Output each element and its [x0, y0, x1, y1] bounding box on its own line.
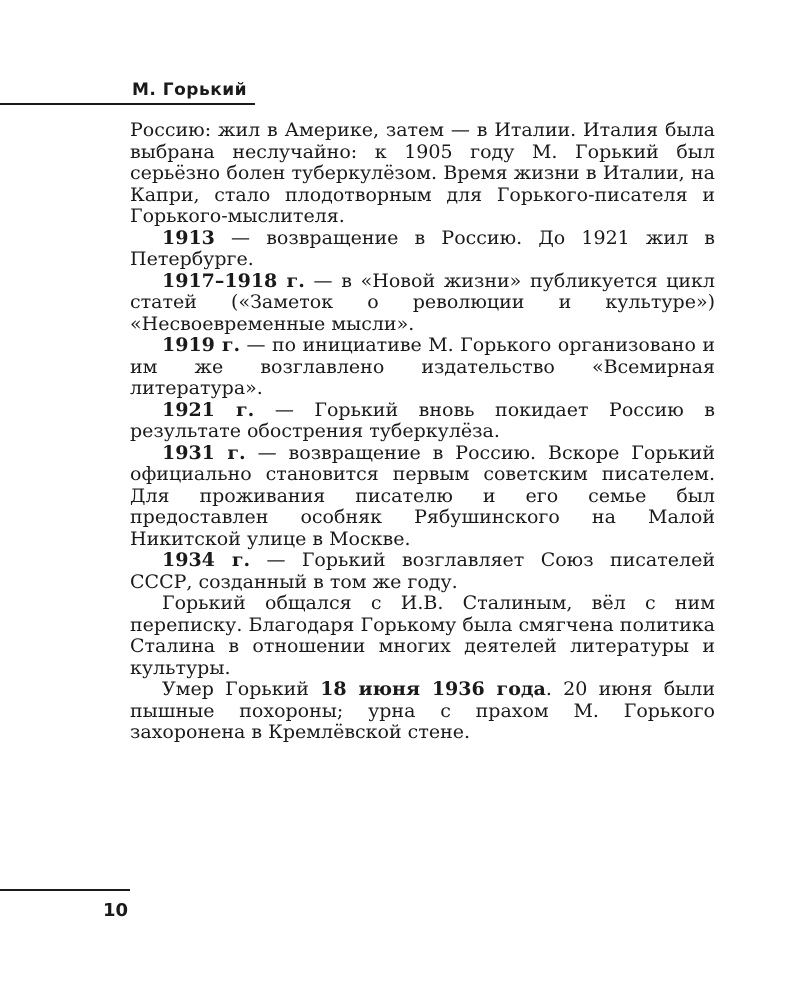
header-rule [0, 103, 255, 105]
paragraph-1913 [130, 228, 715, 271]
paragraph-1917 [130, 271, 715, 336]
paragraph-italy: Россию: жил в Америке, затем — в Италии. Италия была выбрана неслучайно: к 1905 году М. Горький был серьёзно болен туберкулёзом. Время жизни в Италии, на Капри, стало плодотворным для Горького-писателя и Горького-мыслителя. [130, 119, 715, 227]
date-1931: 1931 г. [162, 441, 246, 464]
paragraph-stalin: Горький общался с И.В. Сталиным, вёл с ним переписку. Благодаря Горькому была смягчена политика Сталина в отношении многих деятелей литературы и культуры. [130, 592, 715, 679]
text-1934: — Горький возглавляет Союз писателей СССР, созданный в том же году. [130, 549, 715, 593]
text-death-pre: Умер Горький [162, 678, 321, 700]
text-1919: — по инициативе М. Горького организовано и им же возглавлено издательство «Всемирная литература». [130, 334, 715, 399]
paragraph-1931 [130, 443, 715, 551]
date-1919: 1919 г. [162, 334, 241, 356]
text-death-post: . 20 июня были пышные похороны; урна с прахом М. Горького захоронена в Кремлёвской стене. [130, 678, 716, 743]
paragraph-death [130, 679, 715, 744]
date-1913: 1913 [162, 226, 215, 249]
date-1934: 1934 г. [162, 549, 251, 571]
paragraph-1934 [130, 550, 715, 593]
date-1921: 1921 г. [162, 398, 255, 421]
text-1921: — Горький вновь покидает Россию в результате обострения туберкулёза. [130, 398, 715, 442]
date-death: 18 июня 1936 года [320, 678, 546, 700]
text-1931: — возвращение в Россию. Вскоре Горький официально становится первым советским писателем. Для проживания писателю и его семье был предоставлен особняк Рябушинского на Малой Никитской улице в Москве. [130, 441, 715, 550]
page-number: 10 [103, 900, 129, 921]
paragraph-1919 [130, 335, 715, 400]
text-1917: — в «Новой жизни» публикуется цикл статей («Заметок о революции и культуре») «Несвоевременные мысли». [130, 269, 716, 335]
running-head-title: М. Горький [132, 80, 248, 100]
paragraph-1921 [130, 400, 715, 443]
footer-rule [0, 889, 130, 891]
date-1917: 1917–1918 г. [162, 269, 305, 292]
text-1913: — возвращение в Россию. До 1921 жил в Петербурге. [130, 226, 715, 270]
body-text [130, 120, 715, 744]
